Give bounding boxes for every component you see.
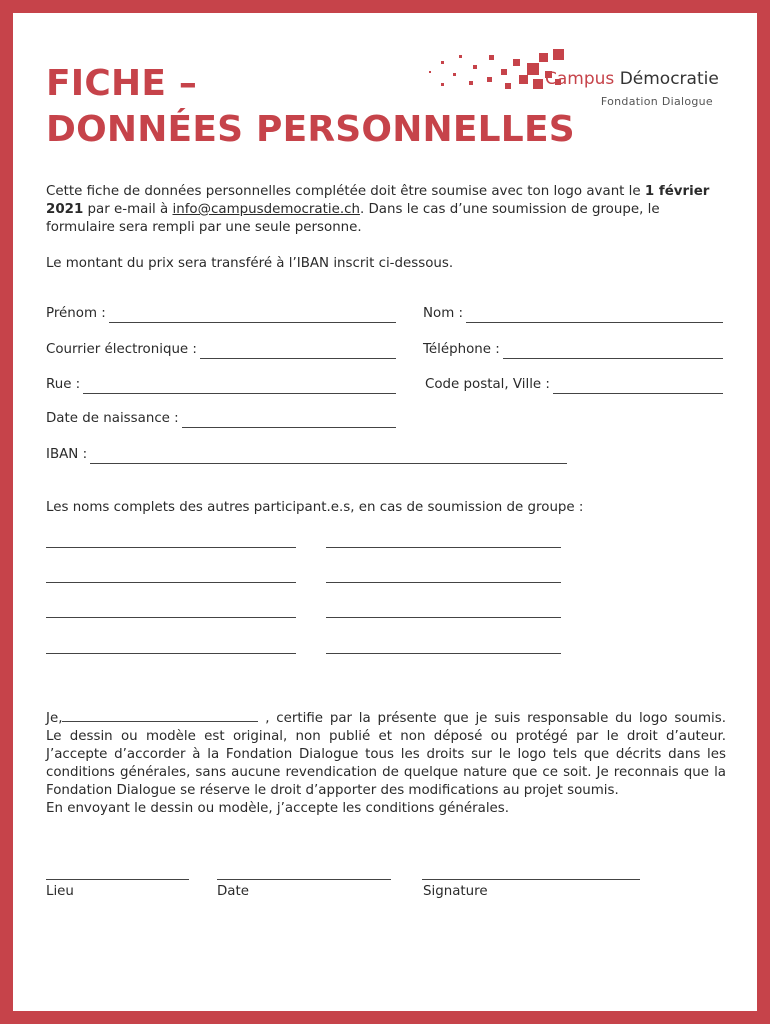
prenom-label: Prénom : [46,306,106,321]
courriel-field[interactable] [46,341,396,359]
lieu-label: Lieu [46,884,74,899]
prenom-line[interactable] [109,309,396,323]
iban-note: Le montant du prix sera transféré à l’IBAN inscrit ci-dessous. [46,256,454,271]
intro-text-3: . Dans le cas d’une soumission de groupe, le formulaire sera rempli par une seule personne. [46,202,660,235]
certification-paragraph [46,709,726,818]
logo-subtitle: Fondation Dialogue [600,95,713,108]
certification-body: Le dessin ou modèle est original, non publié et non déposé ou protégé par le droit d’auteur. J’accepte d’accorder à la Fondation Dialogue tous les droits sur le logo tels que décrits dans les conditions générales, sans aucune revendication de quelque nature que ce soit. Je reconnais que la Fondation Dialogue se réserve le droit d’apporter des modifications au projet soumis. [46,729,726,798]
nom-field[interactable] [423,305,723,323]
naissance-label: Date de naissance : [46,411,179,426]
logo-campus: Campus [545,69,615,89]
certification-je: Je, [46,711,63,726]
rue-field[interactable] [46,376,396,394]
iban-label: IBAN : [46,447,88,462]
participant-line-5[interactable] [46,617,296,618]
certification-line-1 [46,709,726,728]
certification-last: En envoyant le dessin ou modèle, j’accepte les conditions générales. [46,801,510,816]
rue-label: Rue : [46,377,81,392]
intro-text-2: par e-mail à [83,202,173,217]
logo-wordmark [545,69,719,89]
participant-line-8[interactable] [326,653,561,654]
code-postal-field[interactable] [425,376,723,394]
code-postal-label: Code postal, Ville : [425,377,550,392]
group-note: Les noms complets des autres participant.e.s, en cas de soumission de groupe : [46,500,584,515]
participant-line-7[interactable] [46,653,296,654]
participant-line-6[interactable] [326,617,561,618]
participant-line-3[interactable] [46,582,296,583]
participant-line-4[interactable] [326,582,561,583]
code-postal-line[interactable] [553,380,723,394]
deadline: 1 février 2021 [46,184,710,217]
signature-line[interactable] [422,879,640,880]
certification-line-1-rest: , certifie par la présente que je suis responsable du logo soumis. [258,711,726,726]
title-line-2: DONNÉES PERSONNELLES [46,109,575,150]
form-page [13,13,757,1011]
courriel-label: Courrier électronique : [46,342,197,357]
nom-label: Nom : [423,306,464,321]
participant-line-2[interactable] [326,547,561,548]
intro-text-1: Cette fiche de données personnelles complétée doit être soumise avec ton logo avant le [46,184,645,199]
telephone-label: Téléphone : [423,342,500,357]
intro-paragraph [46,183,726,237]
telephone-field[interactable] [423,341,723,359]
logo-democratie: Démocratie [619,69,719,89]
participant-line-1[interactable] [46,547,296,548]
telephone-line[interactable] [503,345,723,359]
iban-line[interactable] [90,450,567,464]
campus-democratie-logo [423,49,743,119]
date-label: Date [217,884,250,899]
date-line[interactable] [217,879,391,880]
signature-label: Signature [423,884,488,899]
naissance-line[interactable] [182,414,396,428]
iban-field[interactable] [46,446,567,464]
title-line-1: FICHE – [46,63,198,104]
lieu-line[interactable] [46,879,189,880]
nom-line[interactable] [466,309,723,323]
courriel-line[interactable] [200,345,396,359]
prenom-field[interactable] [46,305,396,323]
name-blank-line[interactable] [62,709,258,722]
rue-line[interactable] [83,380,396,394]
email-link[interactable]: info@campusdemocratie.ch [172,202,360,217]
naissance-field[interactable] [46,410,396,428]
